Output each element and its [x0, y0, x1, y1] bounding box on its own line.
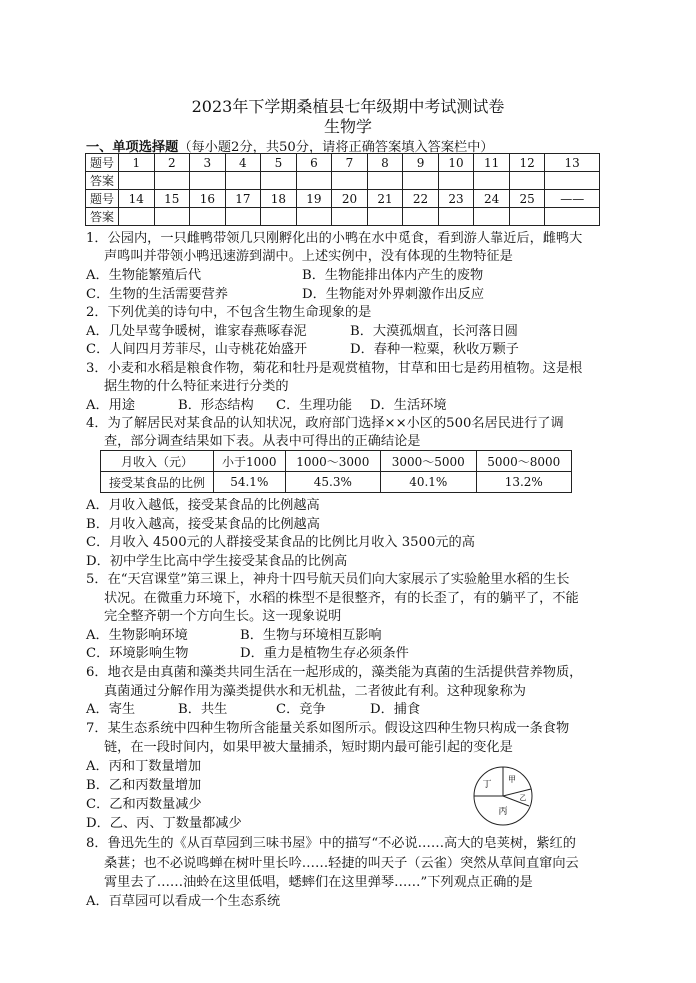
q3-option-c: C．生理功能 — [276, 398, 353, 413]
pie-label-yi: 乙 — [519, 794, 527, 802]
grid-a-label: 答案 — [86, 208, 119, 226]
grid-cell: 13 — [545, 154, 600, 172]
grid-cell: 16 — [190, 190, 226, 208]
answer-cell[interactable] — [332, 172, 368, 190]
answer-cell[interactable] — [474, 208, 510, 226]
answer-cell[interactable] — [119, 208, 155, 226]
q5-stem-2: 状况。在微重力环境下，水稻的株型不是很整齐，有的长歪了，有的躺平了，不能 — [104, 591, 579, 606]
grid-cell: 17 — [225, 190, 261, 208]
grid-cell: 15 — [154, 190, 190, 208]
grid-cell: 1 — [119, 154, 155, 172]
grid-cell: 8 — [367, 154, 403, 172]
q6-option-b: B．共生 — [178, 702, 228, 717]
income-value: 13.2% — [476, 472, 572, 493]
answer-cell[interactable] — [367, 208, 403, 226]
q2-option-d: D．春种一粒粟，秋收万颗子 — [350, 342, 519, 357]
income-table — [100, 450, 572, 493]
answer-cell[interactable] — [190, 208, 226, 226]
grid-cell: 7 — [332, 154, 368, 172]
grid-a-label: 答案 — [86, 172, 119, 190]
grid-cell: 9 — [403, 154, 439, 172]
q5-option-b: B．生物与环境相互影响 — [240, 628, 382, 643]
grid-cell: 21 — [367, 190, 403, 208]
section-label: 一、单项选择题 — [86, 140, 179, 155]
q5-stem-1: 5．在“天宫课堂”第三课上，神舟十四号航天员们向大家展示了实验舱里水稻的生长 — [86, 572, 570, 587]
grid-q-label: 题号 — [86, 154, 119, 172]
energy-pie-figure — [465, 765, 541, 827]
q3-stem-1: 3．小麦和水稻是粮食作物，菊花和牡丹是观赏植物，甘草和田七是药用植物。这是根 — [86, 361, 583, 376]
answer-cell[interactable] — [261, 208, 297, 226]
q4-stem-1: 4．为了解居民对某食品的认知状况，政府部门选择××小区的500名居民进行了调 — [86, 416, 564, 431]
answer-cell[interactable] — [545, 208, 600, 226]
q3-option-a: A．用途 — [86, 398, 136, 413]
income-col: 3000～5000 — [381, 451, 476, 472]
q1-option-c: C．生物的生活需要营养 — [86, 287, 228, 302]
grid-cell: 3 — [190, 154, 226, 172]
income-value: 40.1% — [381, 472, 476, 493]
income-table-header — [101, 451, 572, 472]
q1-stem-2: 声鸣叫并带领小鸭迅速游到湖中。上述实例中，没有体现的生物特征是 — [104, 249, 513, 264]
grid-cell: 4 — [225, 154, 261, 172]
pie-label-ding: 丁 — [482, 780, 492, 790]
q4-stem-2: 查，部分调查结果如下表。从表中可得出的正确结论是 — [104, 434, 421, 449]
answer-grid-arow-2 — [86, 208, 600, 226]
answer-cell[interactable] — [438, 208, 474, 226]
q6-stem-1: 6．地衣是由真菌和藻类共同生活在一起形成的，藻类能为真菌的生活提供营养物质， — [86, 665, 583, 680]
grid-cell: 25 — [509, 190, 545, 208]
q8-option-a: A．百草园可以看成一个生态系统 — [86, 894, 281, 909]
grid-cell: 2 — [154, 154, 190, 172]
grid-cell: 11 — [474, 154, 510, 172]
q4-option-b: B．月收入越高，接受某食品的比例越高 — [86, 517, 320, 532]
answer-cell[interactable] — [296, 208, 332, 226]
q2-option-b: B．大漠孤烟直，长河落日圆 — [350, 324, 518, 339]
q1-option-a: A．生物能繁殖后代 — [86, 268, 202, 283]
grid-cell: 20 — [332, 190, 368, 208]
q3-stem-2: 据生物的什么特征来进行分类的 — [104, 379, 289, 394]
q1-option-b: B．生物能排出体内产生的废物 — [302, 268, 484, 283]
grid-q-label: 题号 — [86, 190, 119, 208]
q1-stem-1: 1．公园内，一只雌鸭带领几只刚孵化出的小鸭在水中觅食，看到游人靠近后，雌鸭大 — [86, 231, 583, 246]
answer-cell[interactable] — [225, 172, 261, 190]
q7-stem-1: 7．某生态系统中四种生物所含能量关系如图所示。假设这四种生物只构成一条食物 — [86, 721, 570, 736]
income-header-label: 月收入（元） — [101, 451, 214, 472]
income-value: 54.1% — [214, 472, 286, 493]
q8-stem-1: 8．鲁迅先生的《从百草园到三味书屋》中的描写“不必说……高大的皂荚树，紫红的 — [86, 836, 576, 851]
answer-grid — [85, 153, 600, 226]
q4-option-a: A．月收入越低，接受某食品的比例越高 — [86, 498, 320, 513]
answer-grid-arow-1 — [86, 172, 600, 190]
grid-cell: 24 — [474, 190, 510, 208]
grid-cell: 10 — [438, 154, 474, 172]
pie-label-bing: 丙 — [498, 807, 508, 817]
q6-option-a: A．寄生 — [86, 702, 136, 717]
q6-option-c: C．竞争 — [276, 702, 326, 717]
income-col: 5000～8000 — [476, 451, 572, 472]
grid-cell: 6 — [296, 154, 332, 172]
pie-label-jia: 甲 — [508, 775, 516, 784]
q8-stem-2: 桑葚；也不必说鸣蝉在树叶里长吟……轻捷的叫天子（云雀）突然从草间直窜向云 — [104, 856, 579, 871]
answer-cell[interactable] — [190, 172, 226, 190]
answer-cell[interactable] — [474, 172, 510, 190]
q5-stem-3: 完全整齐朝一个方向生长。这一现象说明 — [104, 609, 342, 624]
q5-option-d: D．重力是植物生存必须条件 — [240, 646, 409, 661]
income-col: 小于1000 — [214, 451, 286, 472]
answer-grid-qrow-2 — [86, 190, 600, 208]
answer-cell[interactable] — [154, 172, 190, 190]
answer-cell[interactable] — [296, 172, 332, 190]
q7-option-b: B．乙和丙数量增加 — [86, 778, 202, 793]
q3-option-b: B．形态结构 — [178, 398, 254, 413]
answer-cell[interactable] — [261, 172, 297, 190]
grid-cell: 23 — [438, 190, 474, 208]
q2-stem: 2．下列优美的诗句中，不包含生物生命现象的是 — [86, 305, 372, 320]
q2-option-c: C．人间四月芳菲尽，山寺桃花始盛开 — [86, 342, 308, 357]
q6-option-d: D．捕食 — [370, 702, 421, 717]
section-instruction: （每小题2分，共50分，请将正确答案填入答案栏中） — [178, 140, 494, 155]
grid-cell: 5 — [261, 154, 297, 172]
grid-cell: —— — [545, 190, 600, 208]
q7-option-a: A．丙和丁数量增加 — [86, 759, 202, 774]
answer-cell[interactable] — [438, 172, 474, 190]
answer-cell[interactable] — [545, 172, 600, 190]
q5-option-a: A．生物影响环境 — [86, 628, 188, 643]
answer-cell[interactable] — [509, 172, 545, 190]
answer-cell[interactable] — [367, 172, 403, 190]
q2-option-a: A．几处早莺争暖树，谁家春燕啄春泥 — [86, 324, 307, 339]
income-value: 45.3% — [285, 472, 380, 493]
q1-option-d: D．生物能对外界刺激作出反应 — [302, 287, 485, 302]
answer-cell[interactable] — [119, 172, 155, 190]
subject-title: 生物学 — [323, 117, 372, 136]
q6-stem-2: 真菌通过分解作用为藻类提供水和无机盐，二者彼此有利。这种现象称为 — [104, 684, 526, 699]
answer-cell[interactable] — [403, 172, 439, 190]
exam-title: 2023年下学期桑植县七年级期中考试测试卷 — [191, 97, 505, 116]
grid-cell: 14 — [119, 190, 155, 208]
answer-cell[interactable] — [509, 208, 545, 226]
answer-cell[interactable] — [403, 208, 439, 226]
q4-option-d: D．初中学生比高中学生接受某食品的比例高 — [86, 554, 348, 569]
q4-option-c: C．月收入 4500元的人群接受某食品的比例比月收入 3500元的高 — [86, 535, 475, 550]
answer-cell[interactable] — [154, 208, 190, 226]
grid-cell: 22 — [403, 190, 439, 208]
q8-stem-3: 霄里去了……油蛉在这里低唱，蟋蟀们在这里弹琴……”下列观点正确的是 — [104, 875, 533, 890]
income-table-row — [101, 472, 572, 493]
grid-cell: 18 — [261, 190, 297, 208]
q5-option-c: C．环境影响生物 — [86, 646, 189, 661]
grid-cell: 12 — [509, 154, 545, 172]
q7-option-d: D．乙、丙、丁数量都减少 — [86, 816, 242, 831]
pie-divider — [503, 789, 531, 796]
q7-stem-2: 链，在一段时间内，如果甲被大量捕杀，短时期内最可能引起的变化是 — [104, 740, 513, 755]
income-row-label: 接受某食品的比例 — [101, 472, 214, 493]
answer-cell[interactable] — [332, 208, 368, 226]
grid-cell: 19 — [296, 190, 332, 208]
answer-cell[interactable] — [225, 208, 261, 226]
q3-option-d: D．生活环境 — [370, 398, 447, 413]
answer-grid-qrow-1 — [86, 154, 600, 172]
q7-option-c: C．乙和丙数量减少 — [86, 797, 202, 812]
income-col: 1000～3000 — [285, 451, 380, 472]
